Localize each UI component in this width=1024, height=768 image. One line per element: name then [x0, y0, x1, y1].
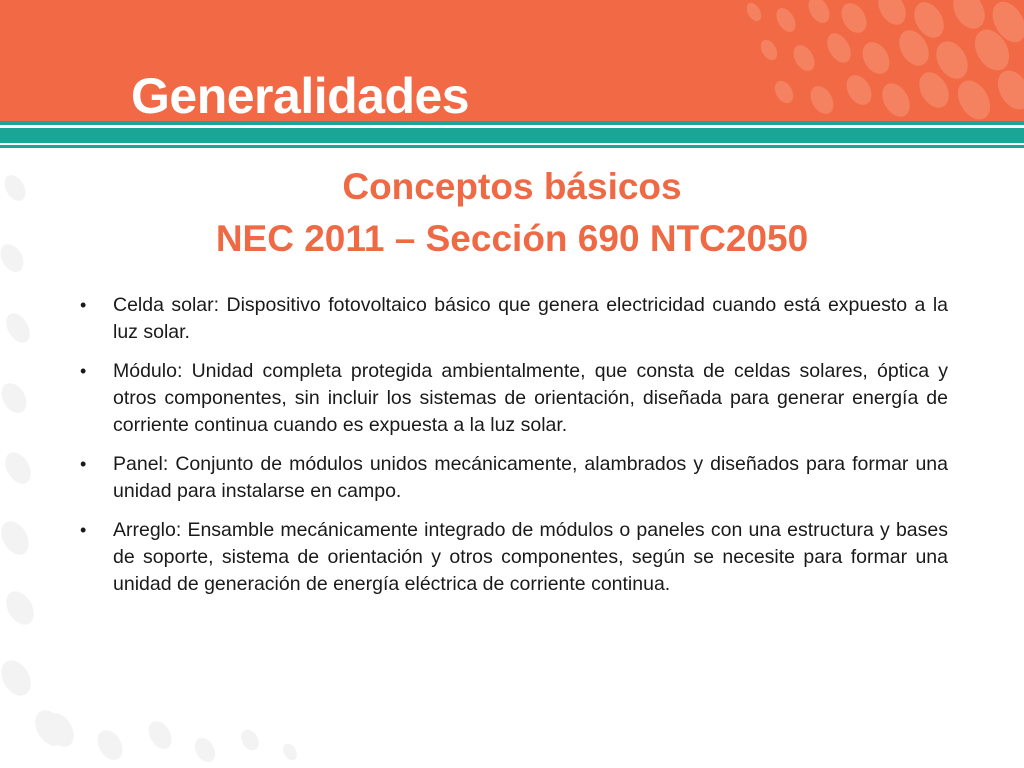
subtitle-line-2: NEC 2011 – Sección 690 NTC2050	[215, 218, 809, 259]
bullet-text: Módulo: Unidad completa protegida ambientalmente, que consta de celdas solares, óptica y otros componentes, sin incluir los sistemas de orientación, diseñada para generar energía de corriente continua cuando es expuesta a la luz solar.	[113, 360, 948, 436]
bullet-text: Arreglo: Ensamble mecánicamente integrado de módulos o paneles con una estructura y bases de soporte, sistema de orientación y otros componentes, según se necesite para formar una unidad de generación de energía eléctrica de corriente continua.	[113, 519, 948, 595]
list-item	[80, 451, 948, 505]
slide-subtitle	[0, 161, 1024, 265]
header-dot-pattern	[724, 0, 1024, 121]
list-item	[80, 292, 948, 346]
header-bar	[0, 0, 1024, 121]
bullet-text: Celda solar: Dispositivo fotovoltaico básico que genera electricidad cuando está expuesto a la luz solar.	[113, 294, 948, 343]
subtitle-line-1: Conceptos básicos	[342, 166, 682, 207]
list-item	[80, 517, 948, 598]
slide-title: Generalidades	[131, 68, 470, 121]
bullet-marker: •	[80, 520, 87, 540]
band-divider-bottom	[0, 143, 1024, 145]
bullet-marker: •	[80, 454, 87, 474]
bullet-text: Panel: Conjunto de módulos unidos mecánicamente, alambrados y diseñados para formar una unidad para instalarse en campo.	[113, 453, 948, 502]
bottom-dot-pattern	[0, 690, 500, 768]
bullet-list	[80, 292, 948, 610]
band-divider-top	[0, 125, 1024, 128]
bullet-marker: •	[80, 361, 87, 381]
bullet-marker: •	[80, 295, 87, 315]
list-item	[80, 358, 948, 439]
